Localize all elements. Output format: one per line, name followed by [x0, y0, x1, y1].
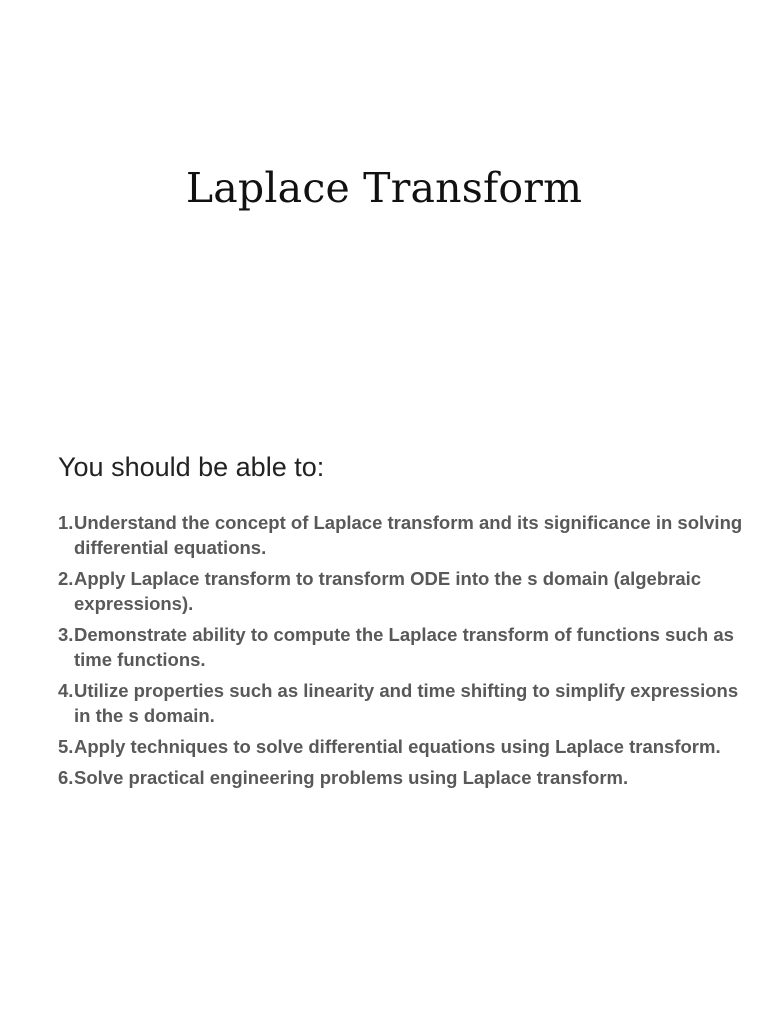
- objective-number: 6.: [58, 767, 74, 788]
- objective-number: 4.: [58, 680, 74, 701]
- objective-item: [58, 566, 748, 616]
- objective-text: Demonstrate ability to compute the Laplace transform of functions such as time functions.: [74, 624, 734, 670]
- objective-item: [58, 734, 748, 759]
- objective-item: [58, 765, 748, 790]
- slide-title: Laplace Transform: [185, 164, 583, 212]
- objective-number: 2.: [58, 568, 74, 589]
- objective-item: [58, 622, 748, 672]
- objective-item: [58, 678, 748, 728]
- objective-text: Utilize properties such as linearity and time shifting to simplify expressions in the s domain.: [74, 680, 739, 726]
- objective-number: 3.: [58, 624, 74, 645]
- objective-text: Solve practical engineering problems using Laplace transform.: [74, 767, 629, 788]
- objective-number: 5.: [58, 736, 74, 757]
- objective-number: 1.: [58, 512, 74, 533]
- objective-text: Understand the concept of Laplace transform and its significance in solving differential equations.: [74, 512, 743, 558]
- objective-text: Apply techniques to solve differential equations using Laplace transform.: [74, 736, 721, 757]
- objective-item: [58, 510, 748, 560]
- objectives-heading: You should be able to:: [58, 452, 325, 482]
- objective-text: Apply Laplace transform to transform ODE into the s domain (algebraic expressions).: [74, 568, 702, 614]
- objectives-list: [58, 510, 748, 796]
